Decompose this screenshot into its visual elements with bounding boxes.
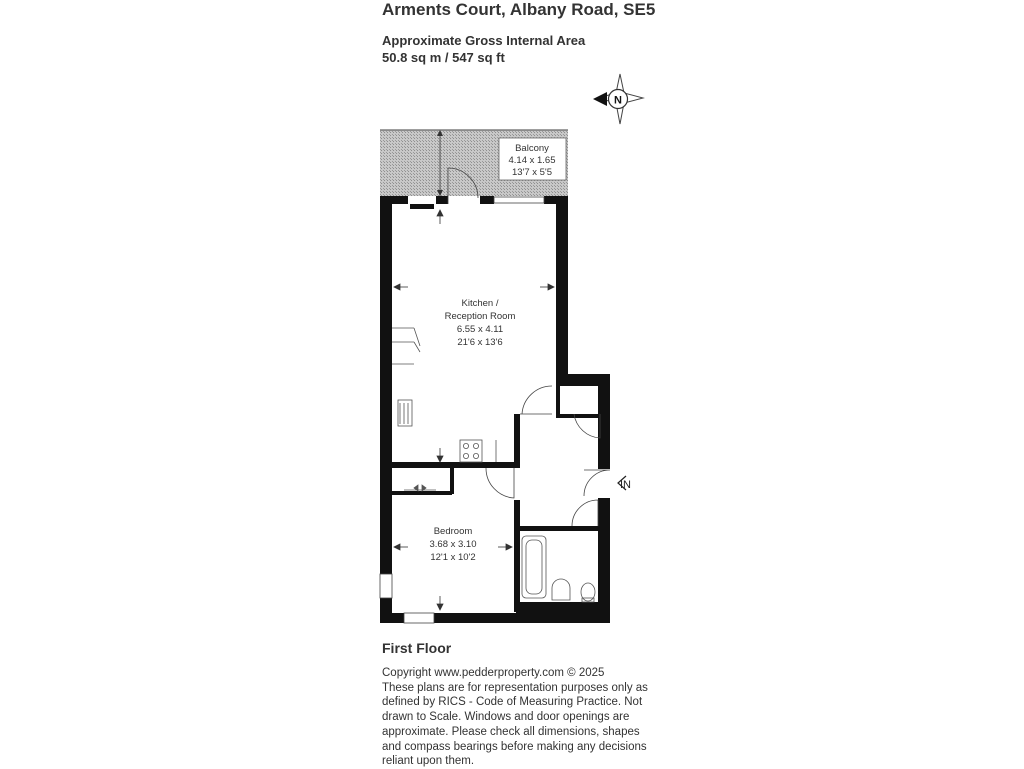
kitchen-name-line1: Kitchen / — [461, 298, 499, 309]
balcony-metric: 4.14 x 1.65 — [508, 155, 556, 166]
walls — [380, 196, 610, 623]
area-value: 50.8 sq m / 547 sq ft — [382, 50, 505, 65]
balcony-imperial: 13'7 x 5'5 — [511, 167, 553, 178]
wardrobe — [404, 485, 436, 491]
kitchen-units — [392, 328, 496, 462]
disclaimer-line: These plans are for representation purposes only as — [382, 681, 648, 694]
kitchen-name-line2: Reception Room — [444, 311, 516, 322]
disclaimer-line: drawn to Scale. Windows and door openings are — [382, 711, 630, 724]
bedroom-metric: 3.68 x 3.10 — [429, 539, 477, 550]
compass-icon — [593, 74, 643, 124]
kitchen-dimension-lines — [394, 210, 554, 462]
kitchen-metric: 6.55 x 4.11 — [456, 324, 504, 335]
bedroom-imperial: 12'1 x 10'2 — [430, 552, 476, 563]
balcony-name: Balcony — [515, 143, 549, 154]
disclaimer-line: Copyright www.pedderproperty.com © 2025 — [382, 667, 605, 679]
disclaimer-line: approximate. Please check all dimensions, shapes — [382, 725, 640, 738]
balcony-area — [380, 130, 568, 196]
bathroom-fittings — [522, 536, 595, 602]
kitchen-imperial: 21'6 x 13'6 — [457, 337, 503, 348]
disclaimer-line: and compass bearings before making any decisions — [382, 740, 647, 753]
bedroom-name: Bedroom — [433, 526, 473, 537]
entrance-label: IN — [620, 479, 631, 491]
disclaimer — [382, 666, 648, 769]
entrance-arrow-icon — [618, 476, 631, 491]
compass-letter: N — [614, 94, 622, 107]
disclaimer-line: reliant upon them. — [382, 755, 475, 768]
disclaimer-line: defined by RICS - Code of Measuring Practice. Not — [382, 696, 643, 709]
floor-name: First Floor — [382, 640, 452, 656]
area-label: Approximate Gross Internal Area — [382, 33, 586, 48]
plan-title: Arments Court, Albany Road, SE5 — [382, 0, 656, 19]
